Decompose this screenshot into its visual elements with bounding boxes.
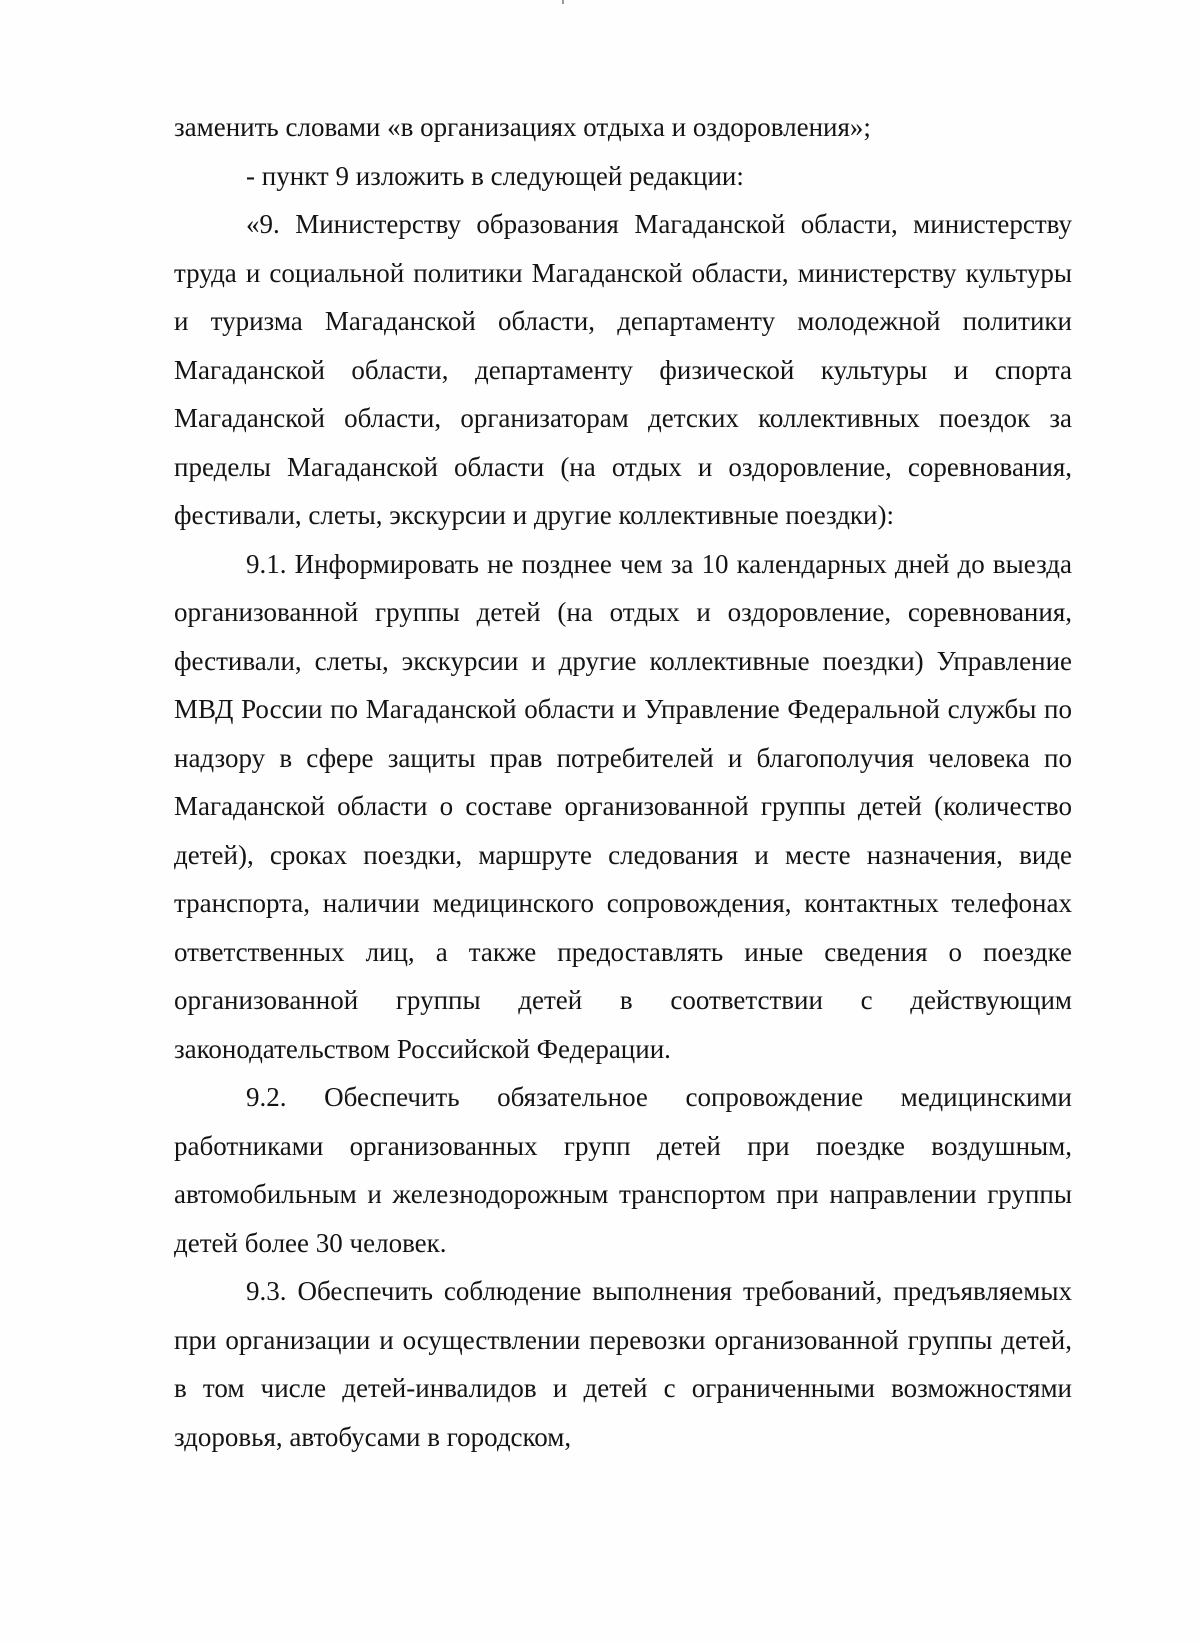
scan-mark [562,0,564,4]
paragraph-continuation: заменить словами «в организациях отдыха и оздоровления»; [174,112,871,142]
paragraph-item-9-3: 9.3. Обеспечить соблюдение выполнения требований, предъявляемых при организации и осуществлении перевозки организованной группы детей, в том числе детей-инвалидов и детей с ограниченными возможностями здоровья, автобусами в городском, [174,1276,1072,1452]
paragraph-item-9: «9. Министерству образования Магаданской области, министерству труда и социальной политики Магаданской области, министерству культуры и туризма Магаданской области, департаменту молодежной политики Магаданской области, департаменту физической культуры и спорта Магаданской области, организаторам детских коллективных поездок за пределы Магаданской области (на отдых и оздоровление, соревнования, фестивали, слеты, экскурсии и другие коллективные поездки): [174,209,1072,530]
paragraph-item-9-2: 9.2. Обеспечить обязательное сопровождение медицинскими работниками организованных групп детей при поездке воздушным, автомобильным и железнодорожным транспортом при направлении группы детей более 30 человек. [174,1082,1072,1258]
paragraph-amendment-intro: - пункт 9 изложить в следующей редакции: [246,160,744,191]
paragraph-item-9-1: 9.1. Информировать не позднее чем за 10 календарных дней до выезда организованной группы детей (на отдых и оздоровление, соревнования, фестивали, слеты, экскурсии и другие коллективные поездки) Управление МВД России по Магаданской области и Управление Федеральной службы по надзору в сфере защиты прав потребителей и благополучия человека по Магаданской области о составе организованной группы детей (количество детей), сроках поездки, маршруте следования и месте назначения, виде транспорта, наличии медицинского сопровождения, контактных телефонах ответственных лиц, а также предоставлять иные сведения о поездке организованной группы детей в соответствии с действующим законодательством Российской Федерации. [174,548,1072,1064]
document-body [174,103,1072,1461]
